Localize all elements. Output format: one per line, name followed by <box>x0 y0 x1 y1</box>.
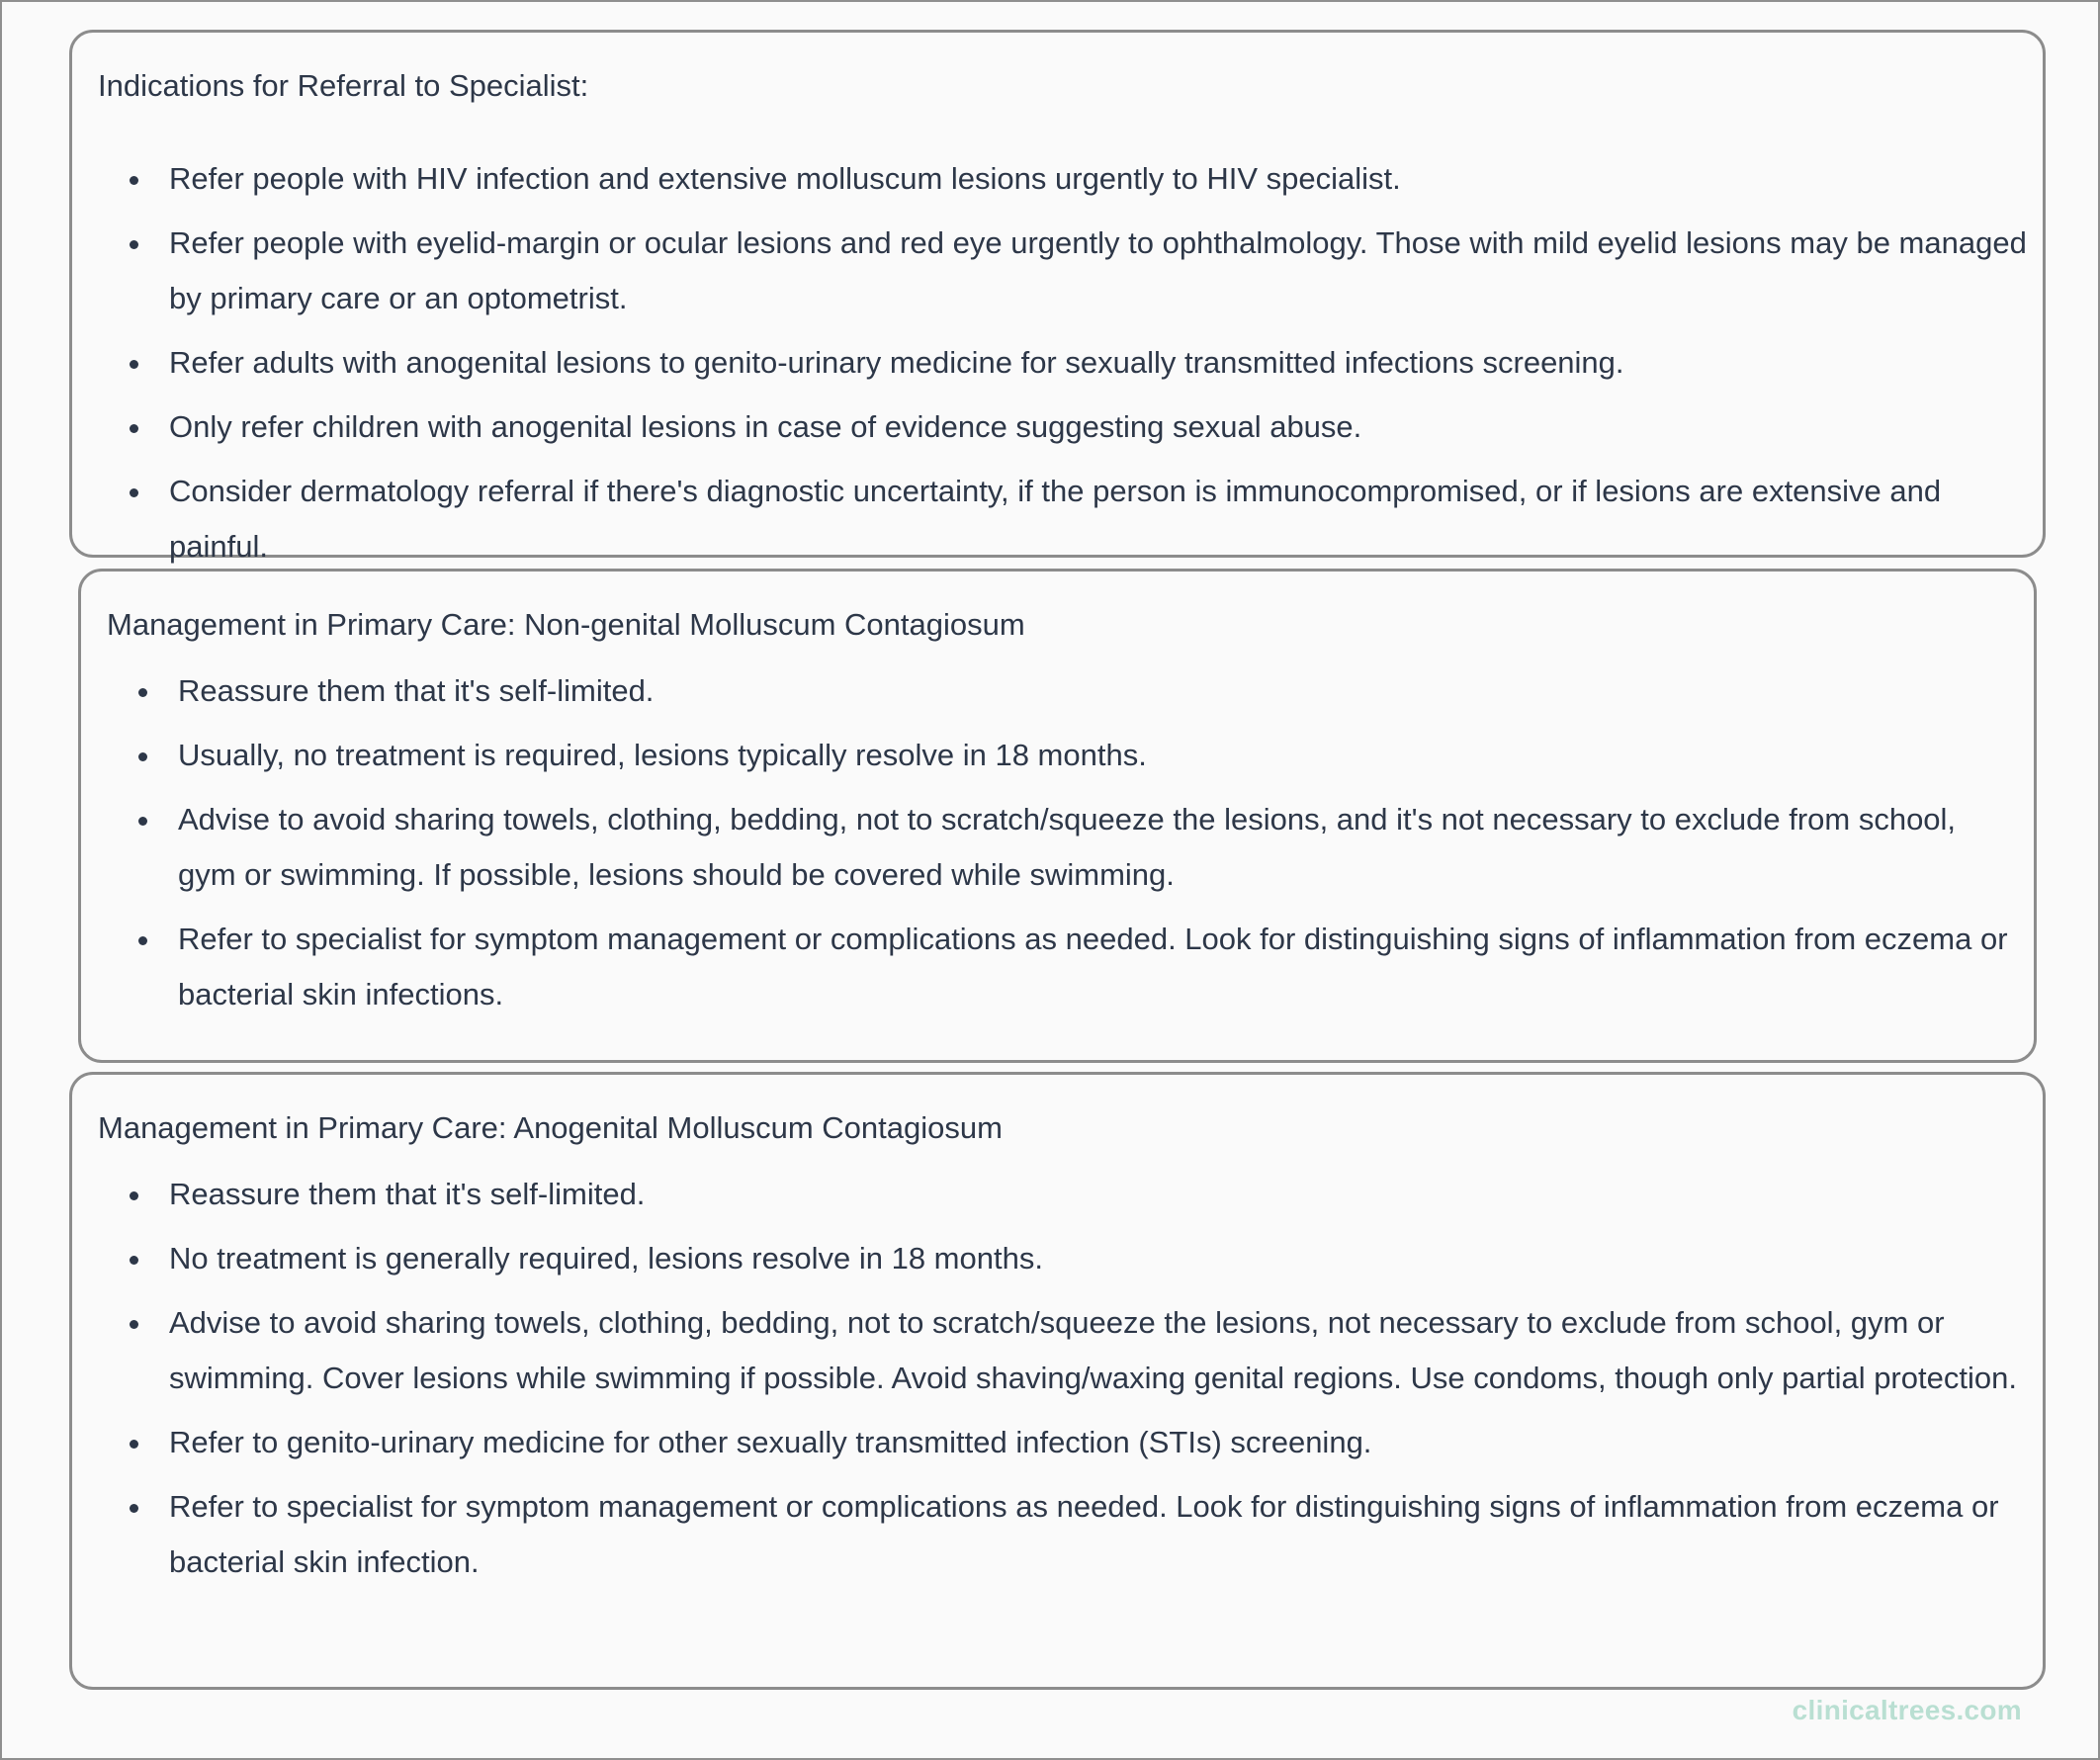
list-item: Refer people with eyelid-margin or ocular lesions and red eye urgently to ophthalmology. Those with mild eyelid lesions may be managed by primary care or an optometrist. <box>98 216 2031 326</box>
list-item: Usually, no treatment is required, lesions typically resolve in 18 months. <box>107 728 2020 783</box>
referral-indications-card <box>69 30 2046 564</box>
card-title: Management in Primary Care: Anogenital Molluscum Contagiosum <box>98 1110 1003 1145</box>
list-item: Only refer children with anogenital lesions in case of evidence suggesting sexual abuse. <box>98 399 2031 455</box>
list-item: Refer to specialist for symptom management or complications as needed. Look for distinguishing signs of inflammation from eczema or bacterial skin infections. <box>107 912 2020 1022</box>
watermark-brand: clinicaltrees.com <box>1792 1695 2022 1725</box>
list-item: No treatment is generally required, lesions resolve in 18 months. <box>98 1231 2031 1286</box>
anogenital-management-card <box>69 1072 2046 1690</box>
list-item: Advise to avoid sharing towels, clothing, bedding, not to scratch/squeeze the lesions, and it's not necessary to exclude from school, gym or swimming. If possible, lesions should be covered while swimming. <box>107 792 2020 903</box>
list-item: Refer adults with anogenital lesions to genito-urinary medicine for sexually transmitted infections screening. <box>98 335 2031 391</box>
non-genital-management-card <box>78 569 2037 1063</box>
list-item: Reassure them that it's self-limited. <box>98 1167 2031 1222</box>
non-genital-management-list <box>107 663 2020 1031</box>
list-item: Reassure them that it's self-limited. <box>107 663 2020 719</box>
anogenital-management-list <box>98 1167 2031 1599</box>
referral-indications-list <box>98 151 2031 583</box>
list-item: Consider dermatology referral if there's diagnostic uncertainty, if the person is immunocompromised, or if lesions are extensive and painful. <box>98 464 2031 574</box>
list-item: Refer to specialist for symptom management or complications as needed. Look for distinguishing signs of inflammation from eczema or bacterial skin infection. <box>98 1479 2031 1590</box>
card-title: Indications for Referral to Specialist: <box>98 68 589 103</box>
list-item: Refer people with HIV infection and extensive molluscum lesions urgently to HIV specialist. <box>98 151 2031 207</box>
card-title: Management in Primary Care: Non-genital Molluscum Contagiosum <box>107 607 1025 642</box>
list-item: Refer to genito-urinary medicine for other sexually transmitted infection (STIs) screening. <box>98 1415 2031 1470</box>
list-item: Advise to avoid sharing towels, clothing, bedding, not to scratch/squeeze the lesions, not necessary to exclude from school, gym or swimming. Cover lesions while swimming if possible. Avoid shaving/waxing genital regions. Use condoms, though only partial protection. <box>98 1295 2031 1406</box>
